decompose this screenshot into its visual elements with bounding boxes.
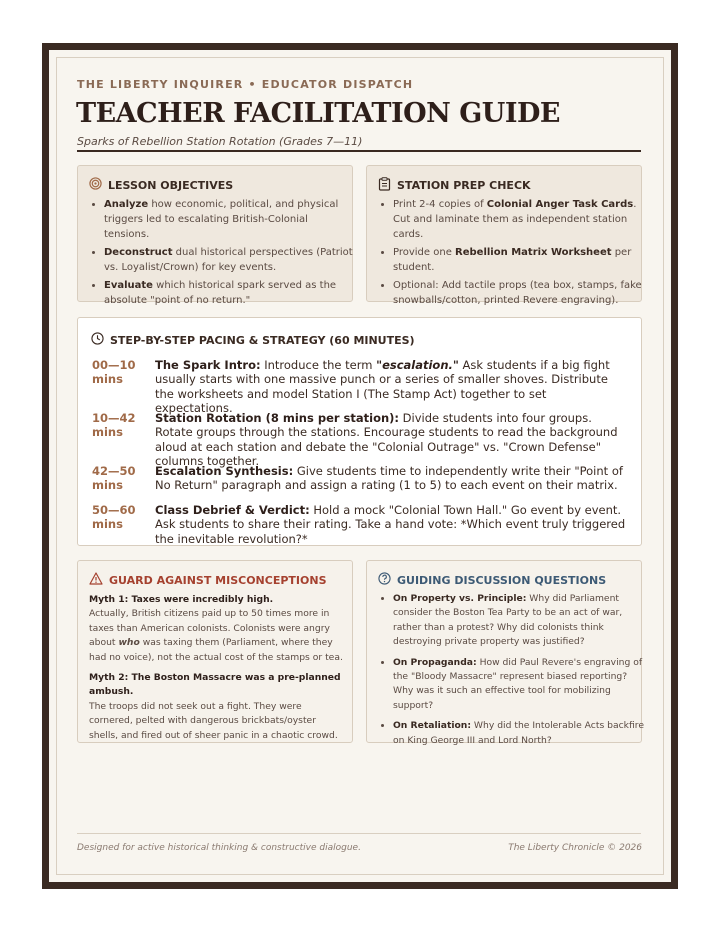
pacing-text: The Spark Intro: Introduce the term "escalation." Ask students if a big fight usually starts with one massive punch or a series of smaller shoves. Distribute the worksheets and model Station I (The Stamp Act) together to set expectations.	[155, 358, 610, 415]
myth-1-heading: Myth 1: Taxes were incredibly high.	[89, 594, 274, 605]
paper	[49, 50, 671, 882]
objectives-header	[89, 177, 233, 193]
objectives-title: LESSON OBJECTIVES	[108, 178, 234, 192]
footer-rule	[77, 833, 641, 834]
objectives-list	[90, 197, 354, 311]
list-item: • Provide one Rebellion Matrix Worksheet per student.	[393, 245, 645, 275]
target-icon	[89, 177, 102, 193]
myth-2-text: The troops did not seek out a fight. They were cornered, pelted with dangerous brickbats/oyster shells, and fired out of sheer panic in a chaotic crowd.	[89, 700, 338, 741]
myth-2-heading: Myth 2: The Boston Massacre was a pre-planned ambush.	[89, 672, 341, 698]
page-title: TEACHER FACILITATION GUIDE	[76, 98, 560, 129]
pacing-text: Station Rotation (8 mins per station): Divide students into four groups. Rotate groups through the stations. Encourage students to read the background aloud at each station and debate the "Colonial Outrage" vs. "Crown Defense" columns together.	[155, 411, 618, 468]
myth-1	[89, 593, 345, 665]
prep-title: STATION PREP CHECK	[397, 179, 531, 192]
myth-2	[89, 671, 347, 743]
list-item: • On Property vs. Principle: Why did Parliament consider the Boston Tea Party to be an act of war, rather than a protest? Why did colonists think destroying private property was justified?	[393, 592, 645, 650]
pacing-row	[92, 358, 627, 415]
pacing-text: Escalation Synthesis: Give students time to independently write their "Point of No Return" paragraph and assign a rating (1 to 5) to each event on their matrix.	[155, 464, 623, 493]
myth-1-text: Actually, British citizens paid up to 50 times more in taxes than American colonists. Colonists were angry about who was taxing them (Parliament, where they had no voice), not the actual cost of the stamps or tea.	[89, 608, 343, 663]
questions-title: GUIDING DISCUSSION QUESTIONS	[397, 573, 607, 587]
page-subtitle: Sparks of Rebellion Station Rotation (Grades 7—11)	[77, 135, 363, 148]
pacing-card	[77, 317, 642, 546]
pacing-time: 00—10 mins	[92, 358, 136, 386]
pacing-row	[92, 464, 627, 493]
questions-list	[379, 592, 645, 751]
footer-left: Designed for active historical thinking & constructive dialogue.	[77, 843, 361, 853]
pacing-row	[92, 503, 627, 546]
question-icon	[378, 572, 391, 588]
list-item: • Optional: Add tactile props (tea box, stamps, fake snowballs/cotton, printed Revere engraving).	[393, 278, 645, 308]
prep-header	[378, 177, 531, 194]
pacing-time: 50—60 mins	[92, 503, 136, 531]
clock-icon	[91, 332, 104, 348]
pacing-time: 10—42 mins	[92, 411, 136, 439]
pacing-row	[92, 411, 627, 468]
kicker: THE LIBERTY INQUIRER • EDUCATOR DISPATCH	[77, 78, 414, 91]
list-item: • Analyze how economic, political, and physical triggers led to escalating British-Colonial tensions.	[104, 197, 354, 242]
questions-header	[378, 572, 606, 588]
pacing-header	[91, 332, 415, 348]
misconceptions-header	[89, 572, 327, 588]
objectives-card	[77, 165, 353, 306]
misconceptions-title: GUARD AGAINST MISCONCEPTIONS	[109, 573, 327, 587]
pacing-time: 42—50 mins	[92, 464, 136, 492]
misconceptions-card	[77, 560, 353, 743]
pacing-title: STEP-BY-STEP PACING & STRATEGY (60 MINUTES)	[110, 333, 415, 347]
pacing-text: Class Debrief & Verdict: Hold a mock "Colonial Town Hall." Go event by event. Ask students to share their rating. Take a hand vote: *Which event truly triggered the inevitable revolution?*	[155, 503, 626, 546]
prep-card	[366, 165, 642, 306]
clipboard-icon	[378, 177, 391, 194]
questions-card	[366, 560, 644, 746]
list-item: • Evaluate which historical spark served as the absolute "point of no return."	[104, 278, 354, 308]
prep-list	[379, 197, 645, 311]
warning-icon	[89, 572, 103, 588]
list-item: • Print 2-4 copies of Colonial Anger Task Cards. Cut and laminate them as independent station cards.	[393, 197, 645, 242]
footer-right: The Liberty Chronicle © 2026	[508, 843, 642, 853]
list-item: • On Propaganda: How did Paul Revere's engraving of the "Bloody Massacre" represent biased reporting? Why was it such an effective tool for mobilizing support?	[393, 656, 645, 714]
list-item: • On Retaliation: Why did the Intolerable Acts backfire on King George III and Lord North?	[393, 719, 645, 748]
list-item: • Deconstruct dual historical perspectives (Patriot vs. Loyalist/Crown) for key events.	[104, 245, 354, 275]
title-rule	[77, 150, 641, 152]
page-frame	[42, 43, 678, 889]
